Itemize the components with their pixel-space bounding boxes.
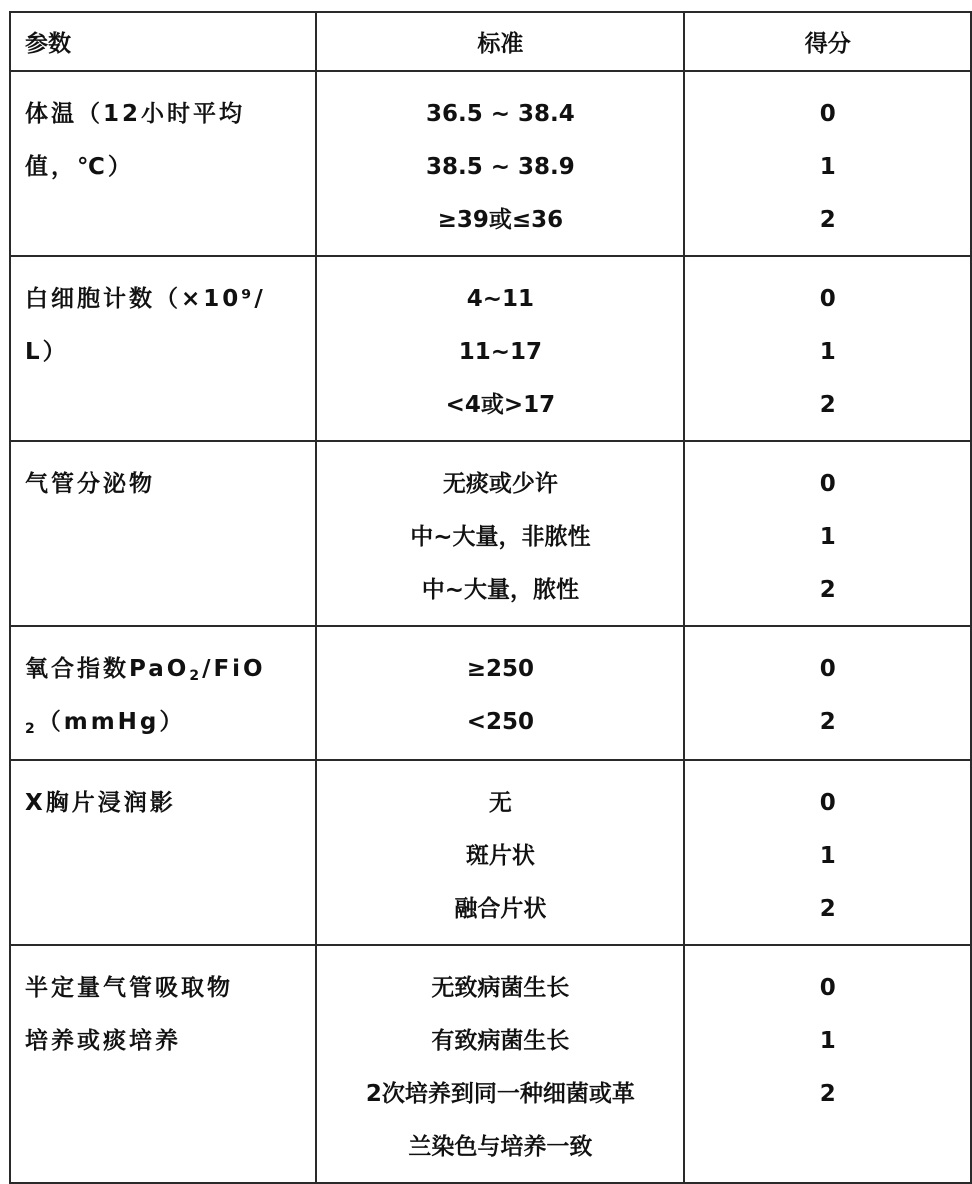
score-item: 2 xyxy=(819,577,836,603)
param-text xyxy=(25,643,301,696)
param-text: 半定量气管吸取物 xyxy=(25,975,233,1001)
cpis-score-table xyxy=(9,11,972,1184)
score-cell xyxy=(684,945,971,1183)
standard-item: 中~大量，非脓性 xyxy=(410,524,591,550)
score-item: 0 xyxy=(819,656,836,682)
param-text: 气管分泌物 xyxy=(25,471,155,497)
header-score: 得分 xyxy=(684,12,971,71)
header-row xyxy=(10,12,971,71)
param-cell xyxy=(10,441,316,626)
standard-cell xyxy=(316,441,684,626)
table-row xyxy=(10,945,971,1183)
table-row xyxy=(10,441,971,626)
standard-item: <4或>17 xyxy=(445,392,556,418)
standard-item: ≥250 xyxy=(466,656,535,682)
score-cell xyxy=(684,441,971,626)
standard-item: 无痰或少许 xyxy=(442,471,558,497)
score-item: 0 xyxy=(819,101,836,127)
standard-item: 无 xyxy=(488,790,512,816)
score-item: 1 xyxy=(819,339,836,365)
standard-item: ≥39或≤36 xyxy=(437,207,564,233)
standard-item: 有致病菌生长 xyxy=(431,1028,570,1054)
param-cell xyxy=(10,256,316,441)
standard-item: 兰染色与培养一致 xyxy=(408,1134,593,1160)
standard-item: 11~17 xyxy=(458,339,543,365)
standard-item: 2次培养到同一种细菌或革 xyxy=(365,1081,635,1107)
score-item: 1 xyxy=(819,154,836,180)
param-text xyxy=(25,696,301,749)
standard-cell xyxy=(316,760,684,945)
table-row xyxy=(10,256,971,441)
header-param: 参数 xyxy=(10,12,316,71)
param-cell xyxy=(10,71,316,256)
subscript: 2 xyxy=(189,668,203,684)
standard-cell xyxy=(316,945,684,1183)
param-text: 值，℃） xyxy=(25,154,134,180)
param-cell xyxy=(10,626,316,760)
param-cell xyxy=(10,760,316,945)
table-row xyxy=(10,71,971,256)
score-item: 2 xyxy=(819,896,836,922)
score-item: 0 xyxy=(819,790,836,816)
param-text: 体温（12小时平均 xyxy=(25,101,246,127)
standard-item: 斑片状 xyxy=(465,843,535,869)
score-cell xyxy=(684,256,971,441)
standard-item: 36.5 ~ 38.4 xyxy=(425,101,575,127)
score-item: 2 xyxy=(819,207,836,233)
score-item: 0 xyxy=(819,286,836,312)
standard-item: 4~11 xyxy=(466,286,535,312)
param-text: L） xyxy=(25,339,69,365)
score-item: 1 xyxy=(819,843,836,869)
score-table-container xyxy=(9,11,972,1184)
score-item: 0 xyxy=(819,471,836,497)
score-item: 2 xyxy=(819,709,836,735)
standard-item: 中~大量，脓性 xyxy=(421,577,579,603)
score-item: 1 xyxy=(819,524,836,550)
score-cell xyxy=(684,71,971,256)
table-row xyxy=(10,626,971,760)
standard-cell xyxy=(316,626,684,760)
param-text-part: （mmHg） xyxy=(37,709,186,735)
param-text: 白细胞计数（×10⁹/ xyxy=(25,286,266,312)
standard-item: 融合片状 xyxy=(454,896,547,922)
score-item: 0 xyxy=(819,975,836,1001)
standard-item: <250 xyxy=(466,709,535,735)
standard-cell xyxy=(316,256,684,441)
score-cell xyxy=(684,760,971,945)
subscript: 2 xyxy=(25,721,38,737)
param-text-part: /FiO xyxy=(202,656,266,682)
param-text-part: 氧合指数PaO xyxy=(25,656,190,682)
header-standard: 标准 xyxy=(316,12,684,71)
score-item: 1 xyxy=(819,1028,836,1054)
table-row xyxy=(10,760,971,945)
score-item: 2 xyxy=(819,1081,836,1107)
score-cell xyxy=(684,626,971,760)
param-cell xyxy=(10,945,316,1183)
standard-item: 38.5 ~ 38.9 xyxy=(425,154,575,180)
standard-cell xyxy=(316,71,684,256)
standard-item: 无致病菌生长 xyxy=(431,975,570,1001)
score-item: 2 xyxy=(819,392,836,418)
param-text: 培养或痰培养 xyxy=(25,1028,181,1054)
param-text: X胸片浸润影 xyxy=(25,790,176,816)
